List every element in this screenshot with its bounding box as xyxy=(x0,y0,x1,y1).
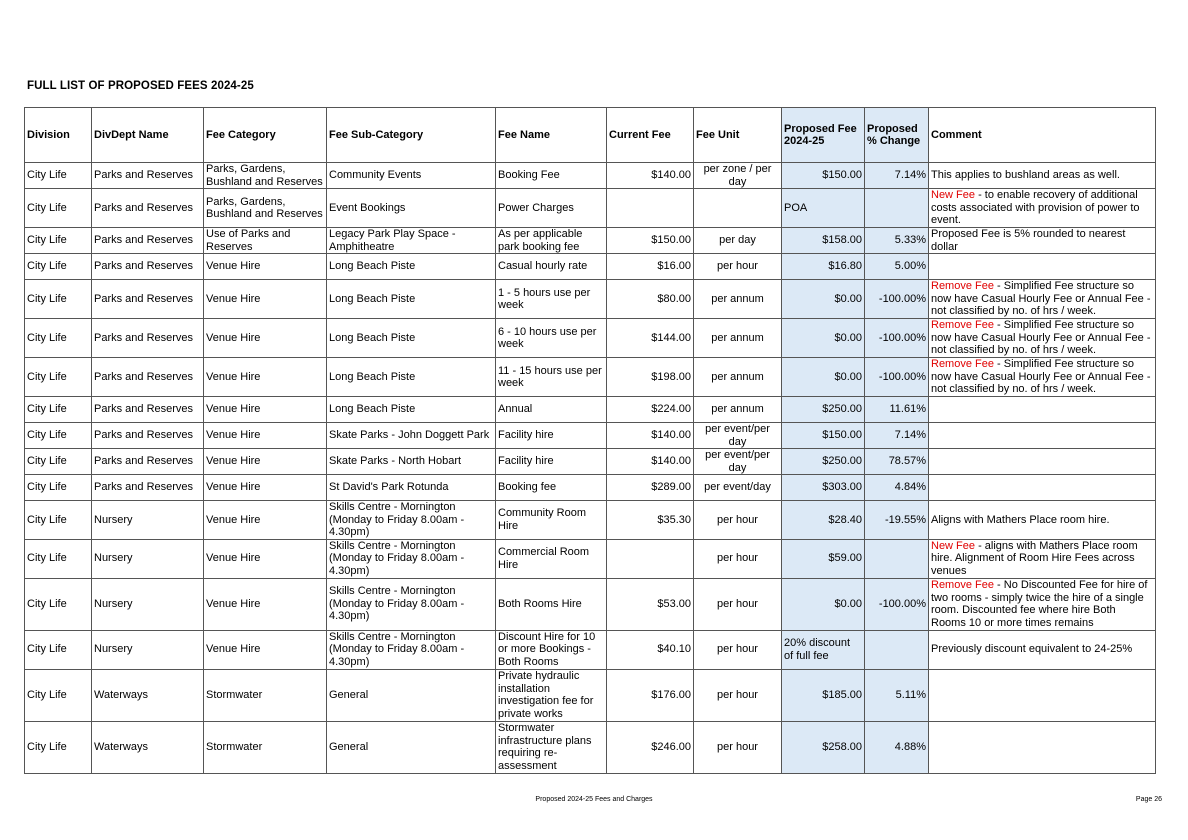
cell-current-fee: $150.00 xyxy=(607,228,694,254)
cell-fee-name: Private hydraulic installation investigation fee for private works xyxy=(496,669,607,721)
comment-text: Proposed Fee is 5% rounded to nearest dollar xyxy=(931,228,1126,253)
cell-fee-name: Annual xyxy=(496,397,607,423)
cell-fee-name: Facility hire xyxy=(496,423,607,449)
cell-division: City Life xyxy=(25,228,92,254)
cell-fee-name: Facility hire xyxy=(496,449,607,475)
cell-fee-category: Parks, Gardens, Bushland and Reserves xyxy=(204,189,327,228)
cell-proposed-change: -100.00% xyxy=(865,358,929,397)
page-title: FULL LIST OF PROPOSED FEES 2024-25 xyxy=(27,80,254,92)
cell-fee-category: Venue Hire xyxy=(204,578,327,630)
cell-fee-name: Power Charges xyxy=(496,189,607,228)
cell-divdept-name: Parks and Reserves xyxy=(92,163,204,189)
cell-current-fee: $140.00 xyxy=(607,163,694,189)
table-row xyxy=(25,228,1156,254)
comment-fee-tag: Remove Fee xyxy=(931,358,994,371)
cell-comment xyxy=(929,578,1156,630)
cell-proposed-fee: $158.00 xyxy=(782,228,865,254)
comment-fee-tag: New Fee xyxy=(931,189,976,202)
cell-fee-unit: per event/day xyxy=(694,475,782,501)
fees-table xyxy=(24,107,1156,774)
cell-current-fee: $176.00 xyxy=(607,669,694,721)
cell-comment xyxy=(929,189,1156,228)
cell-proposed-fee: $185.00 xyxy=(782,669,865,721)
cell-comment xyxy=(929,319,1156,358)
cell-divdept-name: Nursery xyxy=(92,501,204,540)
comment-text: - aligns with Mathers Place room hire. Alignment of Room Hire Fees across venues xyxy=(931,539,1138,577)
cell-fee-sub-category: Long Beach Piste xyxy=(327,254,496,280)
cell-divdept-name: Parks and Reserves xyxy=(92,397,204,423)
comment-fee-tag: New Fee xyxy=(931,539,976,552)
cell-proposed-change: 5.33% xyxy=(865,228,929,254)
cell-division: City Life xyxy=(25,669,92,721)
cell-fee-name: Casual hourly rate xyxy=(496,254,607,280)
cell-fee-name: Stormwater infrastructure plans requiring re-assessment xyxy=(496,721,607,773)
cell-fee-category: Parks, Gardens, Bushland and Reserves xyxy=(204,163,327,189)
cell-current-fee: $40.10 xyxy=(607,630,694,669)
cell-proposed-fee: $303.00 xyxy=(782,475,865,501)
cell-current-fee: $224.00 xyxy=(607,397,694,423)
table-row xyxy=(25,280,1156,319)
cell-fee-unit: per hour xyxy=(694,669,782,721)
table-row xyxy=(25,475,1156,501)
cell-divdept-name: Parks and Reserves xyxy=(92,189,204,228)
cell-fee-name: Commercial Room Hire xyxy=(496,539,607,578)
cell-fee-sub-category: Long Beach Piste xyxy=(327,280,496,319)
cell-current-fee: $246.00 xyxy=(607,721,694,773)
cell-fee-unit: per annum xyxy=(694,319,782,358)
cell-comment xyxy=(929,280,1156,319)
cell-fee-name: Community Room Hire xyxy=(496,501,607,540)
cell-comment xyxy=(929,630,1156,669)
cell-fee-sub-category: St David's Park Rotunda xyxy=(327,475,496,501)
cell-comment xyxy=(929,539,1156,578)
cell-fee-category: Use of Parks and Reserves xyxy=(204,228,327,254)
cell-fee-sub-category: Legacy Park Play Space - Amphitheatre xyxy=(327,228,496,254)
cell-fee-category: Venue Hire xyxy=(204,475,327,501)
cell-comment xyxy=(929,423,1156,449)
cell-divdept-name: Parks and Reserves xyxy=(92,423,204,449)
header-current-fee: Current Fee xyxy=(607,108,694,163)
cell-fee-name: 11 - 15 hours use per week xyxy=(496,358,607,397)
cell-proposed-change xyxy=(865,189,929,228)
comment-fee-tag: Remove Fee xyxy=(931,319,994,332)
cell-fee-unit: per annum xyxy=(694,358,782,397)
header-proposed-fee: Proposed Fee 2024-25 xyxy=(782,108,865,163)
cell-proposed-fee: $16.80 xyxy=(782,254,865,280)
cell-fee-sub-category: Long Beach Piste xyxy=(327,358,496,397)
table-row xyxy=(25,423,1156,449)
cell-fee-sub-category: Event Bookings xyxy=(327,189,496,228)
cell-fee-category: Venue Hire xyxy=(204,397,327,423)
cell-fee-sub-category: Skills Centre - Mornington (Monday to Friday 8.00am - 4.30pm) xyxy=(327,539,496,578)
cell-division: City Life xyxy=(25,501,92,540)
cell-comment xyxy=(929,254,1156,280)
cell-division: City Life xyxy=(25,423,92,449)
cell-comment xyxy=(929,721,1156,773)
cell-fee-unit: per zone / per day xyxy=(694,163,782,189)
cell-comment xyxy=(929,358,1156,397)
table-row xyxy=(25,449,1156,475)
cell-fee-category: Venue Hire xyxy=(204,501,327,540)
cell-current-fee: $53.00 xyxy=(607,578,694,630)
cell-fee-category: Venue Hire xyxy=(204,319,327,358)
cell-proposed-fee: $258.00 xyxy=(782,721,865,773)
table-row xyxy=(25,189,1156,228)
table-row xyxy=(25,630,1156,669)
cell-comment xyxy=(929,475,1156,501)
cell-proposed-fee: POA xyxy=(782,189,865,228)
cell-fee-category: Venue Hire xyxy=(204,630,327,669)
cell-fee-unit: per event/per day xyxy=(694,449,782,475)
cell-fee-sub-category: General xyxy=(327,669,496,721)
cell-fee-unit: per event/per day xyxy=(694,423,782,449)
cell-division: City Life xyxy=(25,358,92,397)
cell-fee-unit: per hour xyxy=(694,578,782,630)
cell-division: City Life xyxy=(25,319,92,358)
cell-proposed-change xyxy=(865,630,929,669)
cell-fee-sub-category: Skate Parks - North Hobart xyxy=(327,449,496,475)
table-row xyxy=(25,669,1156,721)
cell-division: City Life xyxy=(25,539,92,578)
cell-fee-unit: per day xyxy=(694,228,782,254)
cell-division: City Life xyxy=(25,630,92,669)
cell-division: City Life xyxy=(25,163,92,189)
cell-comment xyxy=(929,163,1156,189)
cell-current-fee xyxy=(607,189,694,228)
cell-divdept-name: Nursery xyxy=(92,539,204,578)
cell-current-fee: $144.00 xyxy=(607,319,694,358)
cell-proposed-change: 11.61% xyxy=(865,397,929,423)
page-number: Page 26 xyxy=(1135,796,1162,803)
table-row xyxy=(25,539,1156,578)
cell-divdept-name: Parks and Reserves xyxy=(92,319,204,358)
table-row xyxy=(25,319,1156,358)
cell-fee-unit: per annum xyxy=(694,397,782,423)
cell-proposed-change: 4.84% xyxy=(865,475,929,501)
cell-current-fee: $35.30 xyxy=(607,501,694,540)
cell-proposed-fee: $250.00 xyxy=(782,449,865,475)
cell-proposed-fee: $0.00 xyxy=(782,578,865,630)
header-row xyxy=(25,108,1156,163)
cell-proposed-fee: $59.00 xyxy=(782,539,865,578)
cell-fee-category: Venue Hire xyxy=(204,280,327,319)
cell-proposed-change: 5.11% xyxy=(865,669,929,721)
table-row xyxy=(25,397,1156,423)
cell-division: City Life xyxy=(25,449,92,475)
cell-comment xyxy=(929,449,1156,475)
cell-divdept-name: Parks and Reserves xyxy=(92,358,204,397)
cell-proposed-fee: $150.00 xyxy=(782,163,865,189)
cell-fee-sub-category: Skills Centre - Mornington (Monday to Friday 8.00am - 4.30pm) xyxy=(327,578,496,630)
cell-proposed-change: -19.55% xyxy=(865,501,929,540)
cell-proposed-fee: $250.00 xyxy=(782,397,865,423)
header-divdept-name: DivDept Name xyxy=(92,108,204,163)
fees-table-body xyxy=(25,163,1156,774)
table-row xyxy=(25,358,1156,397)
cell-divdept-name: Nursery xyxy=(92,578,204,630)
table-row xyxy=(25,501,1156,540)
cell-proposed-fee: $0.00 xyxy=(782,319,865,358)
cell-proposed-change: -100.00% xyxy=(865,280,929,319)
header-division: Division xyxy=(25,108,92,163)
cell-current-fee: $16.00 xyxy=(607,254,694,280)
cell-fee-unit: per hour xyxy=(694,539,782,578)
cell-current-fee: $140.00 xyxy=(607,423,694,449)
cell-fee-category: Venue Hire xyxy=(204,449,327,475)
cell-fee-sub-category: General xyxy=(327,721,496,773)
cell-fee-unit: per hour xyxy=(694,501,782,540)
footer-title: Proposed 2024-25 Fees and Charges xyxy=(535,796,653,803)
header-comment: Comment xyxy=(929,108,1156,163)
comment-text: This applies to bushland areas as well. xyxy=(931,169,1120,182)
table-row xyxy=(25,721,1156,773)
cell-fee-sub-category: Community Events xyxy=(327,163,496,189)
cell-fee-name: Discount Hire for 10 or more Bookings - Both Rooms xyxy=(496,630,607,669)
comment-text: - Simplified Fee structure so now have Casual Hourly Fee or Annual Fee - not classified by no. of hrs / week. xyxy=(931,280,1151,318)
header-fee-name: Fee Name xyxy=(496,108,607,163)
header-proposed-change: Proposed % Change xyxy=(865,108,929,163)
cell-fee-name: 6 - 10 hours use per week xyxy=(496,319,607,358)
cell-division: City Life xyxy=(25,189,92,228)
comment-text: Previously discount equivalent to 24-25% xyxy=(931,643,1133,656)
cell-fee-category: Venue Hire xyxy=(204,423,327,449)
cell-fee-unit: per hour xyxy=(694,254,782,280)
comment-text: - Simplified Fee structure so now have Casual Hourly Fee or Annual Fee - not classified by no. of hrs / week. xyxy=(931,358,1151,396)
cell-proposed-fee: 20% discount of full fee xyxy=(782,630,865,669)
cell-proposed-fee: $0.00 xyxy=(782,280,865,319)
cell-division: City Life xyxy=(25,578,92,630)
comment-fee-tag: Remove Fee xyxy=(931,280,994,293)
cell-current-fee xyxy=(607,539,694,578)
cell-fee-category: Venue Hire xyxy=(204,254,327,280)
comment-text: Aligns with Mathers Place room hire. xyxy=(931,513,1110,526)
cell-fee-sub-category: Skills Centre - Mornington (Monday to Friday 8.00am - 4.30pm) xyxy=(327,630,496,669)
cell-division: City Life xyxy=(25,721,92,773)
cell-comment xyxy=(929,669,1156,721)
cell-division: City Life xyxy=(25,280,92,319)
cell-proposed-change: 7.14% xyxy=(865,423,929,449)
cell-proposed-change: 7.14% xyxy=(865,163,929,189)
cell-fee-name: Booking Fee xyxy=(496,163,607,189)
cell-comment xyxy=(929,228,1156,254)
cell-fee-sub-category: Skate Parks - John Doggett Park xyxy=(327,423,496,449)
cell-fee-category: Venue Hire xyxy=(204,358,327,397)
cell-divdept-name: Parks and Reserves xyxy=(92,254,204,280)
cell-divdept-name: Parks and Reserves xyxy=(92,228,204,254)
cell-fee-name: As per applicable park booking fee xyxy=(496,228,607,254)
cell-current-fee: $289.00 xyxy=(607,475,694,501)
cell-current-fee: $198.00 xyxy=(607,358,694,397)
cell-fee-name: Both Rooms Hire xyxy=(496,578,607,630)
header-fee-category: Fee Category xyxy=(204,108,327,163)
table-row xyxy=(25,163,1156,189)
cell-division: City Life xyxy=(25,254,92,280)
header-fee-sub-category: Fee Sub-Category xyxy=(327,108,496,163)
cell-proposed-change xyxy=(865,539,929,578)
cell-divdept-name: Parks and Reserves xyxy=(92,449,204,475)
cell-proposed-change: -100.00% xyxy=(865,578,929,630)
cell-proposed-fee: $150.00 xyxy=(782,423,865,449)
cell-fee-unit: per annum xyxy=(694,280,782,319)
cell-division: City Life xyxy=(25,475,92,501)
cell-division: City Life xyxy=(25,397,92,423)
cell-proposed-change: 5.00% xyxy=(865,254,929,280)
cell-divdept-name: Parks and Reserves xyxy=(92,475,204,501)
comment-fee-tag: Remove Fee xyxy=(931,579,994,591)
cell-fee-unit xyxy=(694,189,782,228)
cell-fee-unit: per hour xyxy=(694,630,782,669)
cell-proposed-change: 78.57% xyxy=(865,449,929,475)
cell-proposed-change: 4.88% xyxy=(865,721,929,773)
cell-fee-category: Venue Hire xyxy=(204,539,327,578)
cell-divdept-name: Nursery xyxy=(92,630,204,669)
cell-current-fee: $140.00 xyxy=(607,449,694,475)
cell-comment xyxy=(929,397,1156,423)
cell-proposed-fee: $0.00 xyxy=(782,358,865,397)
comment-text: - No Discounted Fee for hire of two rooms - simply twice the hire of a single room. Discounted fee where hire Both Rooms 10 or more times remains xyxy=(931,579,1148,629)
header-fee-unit: Fee Unit xyxy=(694,108,782,163)
cell-fee-sub-category: Skills Centre - Mornington (Monday to Friday 8.00am - 4.30pm) xyxy=(327,501,496,540)
cell-comment xyxy=(929,501,1156,540)
cell-fee-name: Booking fee xyxy=(496,475,607,501)
cell-divdept-name: Waterways xyxy=(92,721,204,773)
cell-current-fee: $80.00 xyxy=(607,280,694,319)
cell-divdept-name: Waterways xyxy=(92,669,204,721)
cell-proposed-fee: $28.40 xyxy=(782,501,865,540)
cell-fee-sub-category: Long Beach Piste xyxy=(327,397,496,423)
comment-text: - to enable recovery of additional costs associated with provision of power to event. xyxy=(931,189,1140,227)
cell-fee-category: Stormwater xyxy=(204,721,327,773)
cell-divdept-name: Parks and Reserves xyxy=(92,280,204,319)
cell-proposed-change: -100.00% xyxy=(865,319,929,358)
cell-fee-name: 1 - 5 hours use per week xyxy=(496,280,607,319)
table-row xyxy=(25,254,1156,280)
cell-fee-unit: per hour xyxy=(694,721,782,773)
table-row xyxy=(25,578,1156,630)
cell-fee-sub-category: Long Beach Piste xyxy=(327,319,496,358)
cell-fee-category: Stormwater xyxy=(204,669,327,721)
comment-text: - Simplified Fee structure so now have Casual Hourly Fee or Annual Fee - not classified by no. of hrs / week. xyxy=(931,319,1151,357)
